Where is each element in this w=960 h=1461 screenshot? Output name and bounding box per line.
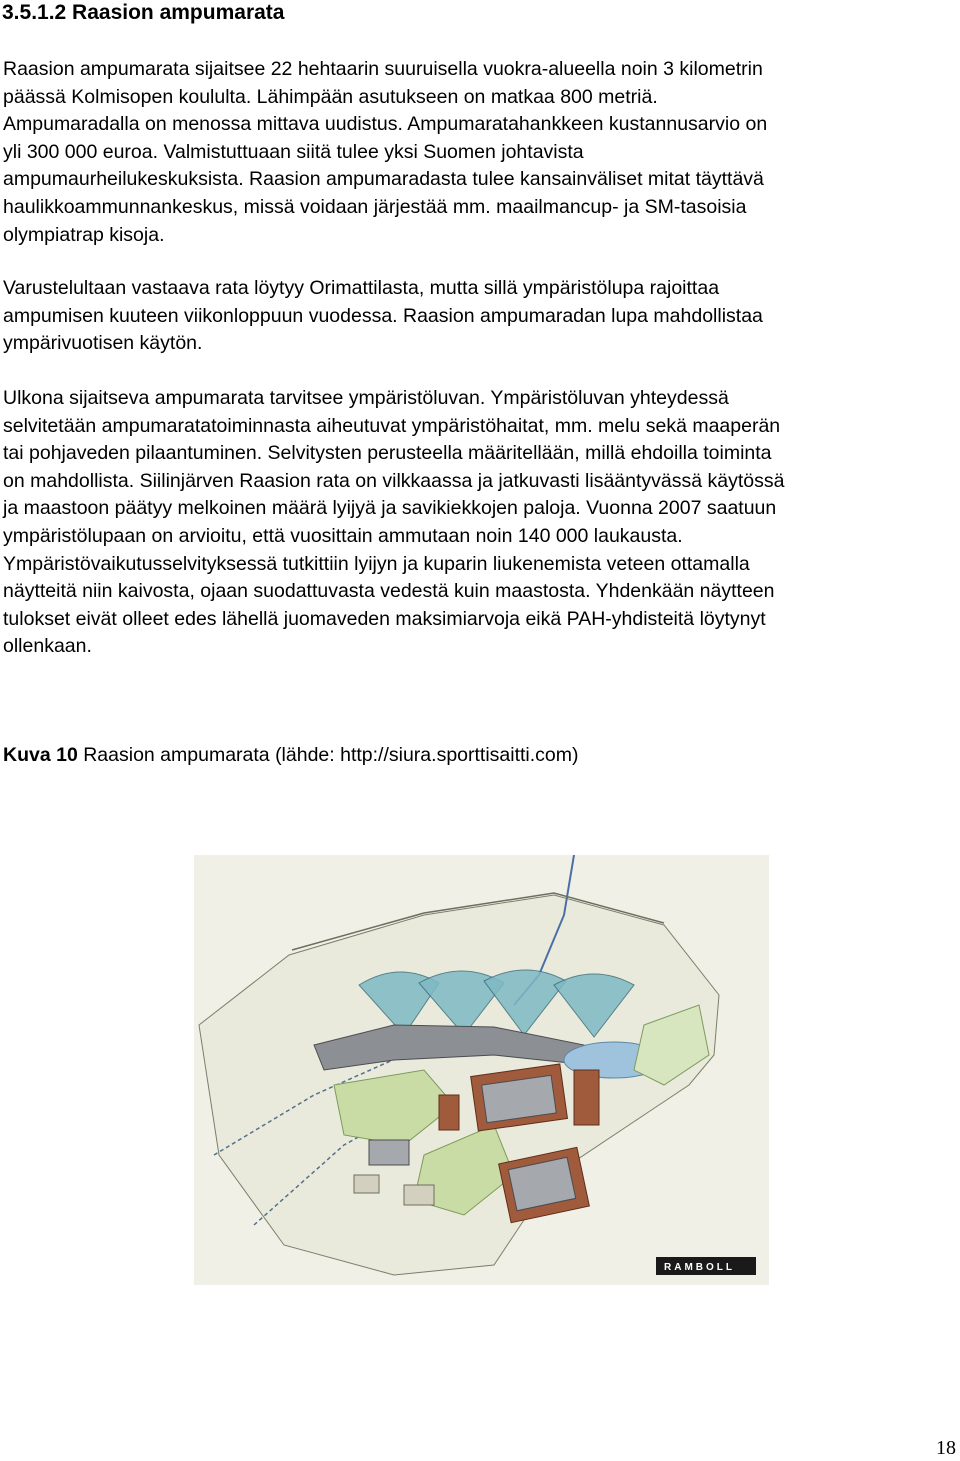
parking-area — [354, 1175, 379, 1193]
paragraph-line: päässä Kolmisopen koululta. Lähimpään asutukseen on matkaa 800 metriä. — [3, 85, 658, 108]
paragraph-line: Ampumaradalla on menossa mittava uudistus. Ampumaratahankkeen kustannusarvio on — [3, 113, 768, 136]
paragraph-line: ollenkaan. — [3, 635, 92, 658]
figure-caption-label: Kuva 10 — [3, 744, 78, 766]
section-heading: 3.5.1.2 Raasion ampumarata — [2, 1, 285, 24]
trap-range — [369, 1140, 409, 1165]
paragraph-3 — [3, 385, 958, 661]
parking-area — [404, 1185, 434, 1205]
earth-berm — [439, 1095, 459, 1130]
paragraph-line: tulokset eivät olleet edes lähellä juomaveden maksimiarvoja eikä PAH-yhdisteitä löytynyt — [3, 607, 766, 630]
paragraph-line: ja maastoon päätyy melkoinen määrä lyijyä ja savikiekkojen paloja. Vuonna 2007 saatuun — [3, 497, 777, 520]
paragraph-line: näytteitä niin kaivosta, ojaan suodattuvasta vedestä kuin maastosta. Yhdenkään näytteen — [3, 580, 775, 603]
paragraph-line: Ympäristövaikutusselvityksessä tutkittiin lyijyn ja kuparin liukenemista veteen ottamalla — [3, 552, 750, 575]
paragraph-2 — [3, 275, 958, 358]
earth-berm — [574, 1070, 599, 1125]
paragraph-line: Raasion ampumarata sijaitsee 22 hehtaarin suuruisella vuokra-alueella noin 3 kilometrin — [3, 58, 763, 80]
paragraph-line: haulikkoammunnankeskus, missä voidaan järjestää mm. maailmancup- ja SM-tasoisia — [3, 195, 747, 218]
shooting-range-site-plan — [194, 855, 769, 1285]
paragraph-line: ympärivuotisen käytön. — [3, 332, 203, 355]
paragraph-line: Varustelultaan vastaava rata löytyy Orimattilasta, mutta sillä ympäristölupa rajoittaa — [3, 277, 720, 299]
figure-caption-text: Raasion ampumarata (lähde: http://siura.sporttisaitti.com) — [77, 744, 579, 766]
page-number: 18 — [936, 1437, 956, 1459]
paragraph-line: ampumaurheilukeskuksista. Raasion ampumaradasta tulee kansainväliset mitat täyttävä — [3, 168, 764, 191]
paragraph-line: ampumisen kuuteen viikonloppuun vuodessa. Raasion ampumaradan lupa mahdollistaa — [3, 304, 763, 327]
paragraph-line: ympäristölupaan on arvioitu, että vuosittain ammutaan noin 140 000 laukausta. — [3, 524, 683, 547]
paragraph-line: olympiatrap kisoja. — [3, 223, 165, 246]
paragraph-1 — [3, 56, 958, 249]
paragraph-line: tai pohjaveden pilaantuminen. Selvitysten perusteella määritellään, millä ehdoilla toiminta — [3, 442, 772, 465]
paragraph-line: Ulkona sijaitseva ampumarata tarvitsee ympäristöluvan. Ympäristöluvan yhteydessä — [3, 387, 729, 409]
ramboll-logo: RAMBOLL — [664, 1262, 735, 1273]
paragraph-line: yli 300 000 euroa. Valmistuttuaan siitä tulee yksi Suomen johtavista — [3, 140, 584, 163]
figure-caption — [3, 742, 579, 769]
paragraph-line: selvitetään ampumaratatoiminnasta aiheutuvat ympäristöhaitat, mm. melu sekä maaperän — [3, 414, 781, 437]
paragraph-line: on mahdollista. Siilinjärven Raasion rata on vilkkaassa ja jatkuvasti lisääntyvässä käytössä — [3, 469, 785, 492]
